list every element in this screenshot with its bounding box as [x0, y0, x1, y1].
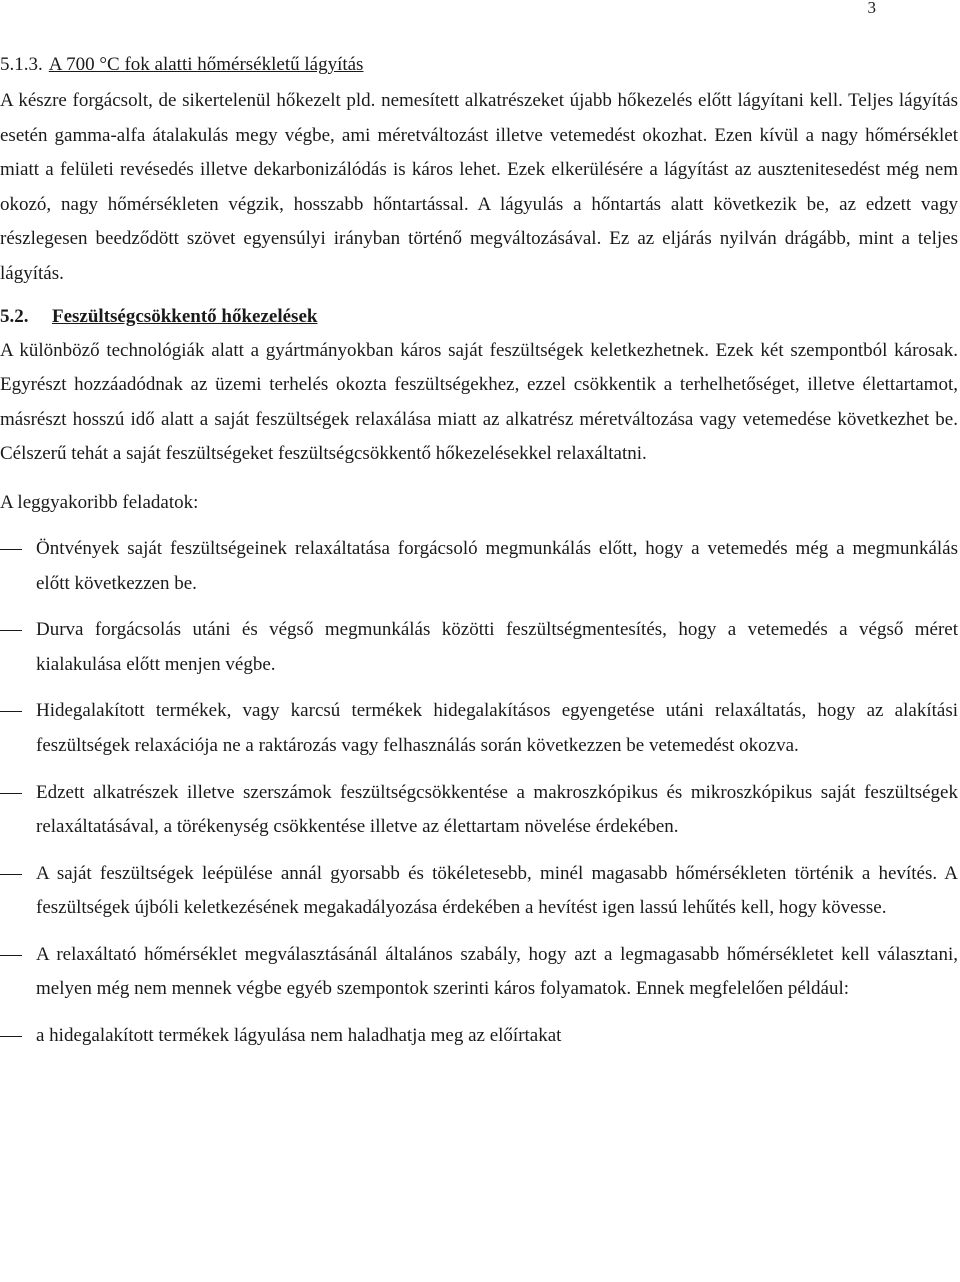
- list-item-text: Hidegalakított termékek, vagy karcsú termékek hidegalakításos egyengetése utáni relaxáltatás, hogy az alakítási feszültségek relaxációja ne a raktározás vagy felhasználás során következzen be vetemedést okozva.: [36, 700, 958, 756]
- dash-bullet-icon: [0, 874, 22, 875]
- page-number: 3: [867, 0, 876, 17]
- dash-bullet-icon: [0, 630, 22, 631]
- list-item: [0, 776, 958, 845]
- list-item: [0, 857, 958, 926]
- paragraph-feszultsegcsokkentes: A különböző technológiák alatt a gyártmányokban káros saját feszültségek keletkezhetnek. Ezek két szempontból károsak. Egyrészt hozzáadódnak az üzemi terhelés okozta feszültségekhez, ezzel csökkentik a terhelhetőséget, illetve élettartamot, másrészt hosszú idő alatt a saját feszültségek relaxálása miatt az alkatrész méretváltozása vagy vetemedése következhet be. Célszerű tehát a saját feszültségeket feszültségcsökkentő hőkezelésekkel relaxáltatni.: [0, 339, 958, 465]
- section-title: A 700 °C fok alatti hőmérsékletű lágyítás: [48, 54, 364, 75]
- list-item: [0, 938, 958, 1007]
- paragraph-lagyitas: A készre forgácsolt, de sikertelenül hőkezelt pld. nemesített alkatrészeket újabb hőkezelés előtt lágyítani kell. Teljes lágyítás esetén gamma-alfa átalakulás megy végbe, ami méretváltozást illetve vetemedést okozhat. Ezen kívül a nagy hőmérséklet miatt a felületi revésedés illetve dekarbonizálódás is káros lehet. Ezek elkerülésére a lágyítást az ausztenitesedést még nem okozó, nagy hőmérsékleten végzik, hosszabb hőntartással. A lágyulás a hőntartás alatt következik be, az edzett vagy részlegesen beedződött szövet egyensúlyi irányban történő megváltozásával. Ez az eljárás nyilván drágább, mint a teljes lágyítás.: [0, 90, 958, 284]
- dash-bullet-icon: [0, 1036, 22, 1037]
- section-number: 5.2.: [0, 305, 29, 327]
- list-item-text: Öntvények saját feszültségeinek relaxáltatása forgácsoló megmunkálás előtt, hogy a vetemedés még a megmunkálás előtt következzen be.: [36, 537, 958, 594]
- task-list: [0, 532, 958, 1054]
- list-item-text: Durva forgácsolás utáni és végső megmunkálás közötti feszültségmentesítés, hogy a vetemedés a végső méret kialakulása előtt menjen végbe.: [36, 619, 958, 675]
- section-heading-5-2: [0, 300, 958, 334]
- list-item: [0, 1019, 958, 1054]
- list-item-text: A saját feszültségek leépülése annál gyorsabb és tökéletesebb, minél magasabb hőmérsékleten történik a hevítés. A feszültségek újbóli keletkezésének megakadályozása érdekében a hevítést igen lassú lehűtés kell, hogy kövesse.: [36, 862, 958, 919]
- list-item: [0, 532, 958, 601]
- dash-bullet-icon: [0, 711, 22, 712]
- dash-bullet-icon: [0, 793, 22, 794]
- section-title: Feszültségcsökkentő hőkezelések: [52, 305, 318, 327]
- document-body: [0, 48, 958, 1054]
- list-item-text: A relaxáltató hőmérséklet megválasztásánál általános szabály, hogy azt a legmagasabb hőmérsékletet kell választani, melyen még nem mennek végbe egyéb szempontok szerinti káros folyamatok. Ennek megfelelően például:: [36, 943, 958, 1000]
- list-item: [0, 694, 958, 763]
- section-heading-5-1-3: [0, 48, 958, 82]
- dash-bullet-icon: [0, 549, 22, 550]
- list-item-text: a hidegalakított termékek lágyulása nem haladhatja meg az előírtakat: [36, 1025, 562, 1047]
- list-item-text: Edzett alkatrészek illetve szerszámok feszültségcsökkentése a makroszkópikus és mikroszkópikus saját feszültségek relaxáltatásával, a törékenység csökkentése illetve az élettartam növelése érdekében.: [36, 781, 958, 838]
- list-intro: A leggyakoribb feladatok:: [0, 491, 199, 513]
- section-number: 5.1.3.: [0, 54, 43, 75]
- dash-bullet-icon: [0, 955, 22, 956]
- list-item: [0, 613, 958, 682]
